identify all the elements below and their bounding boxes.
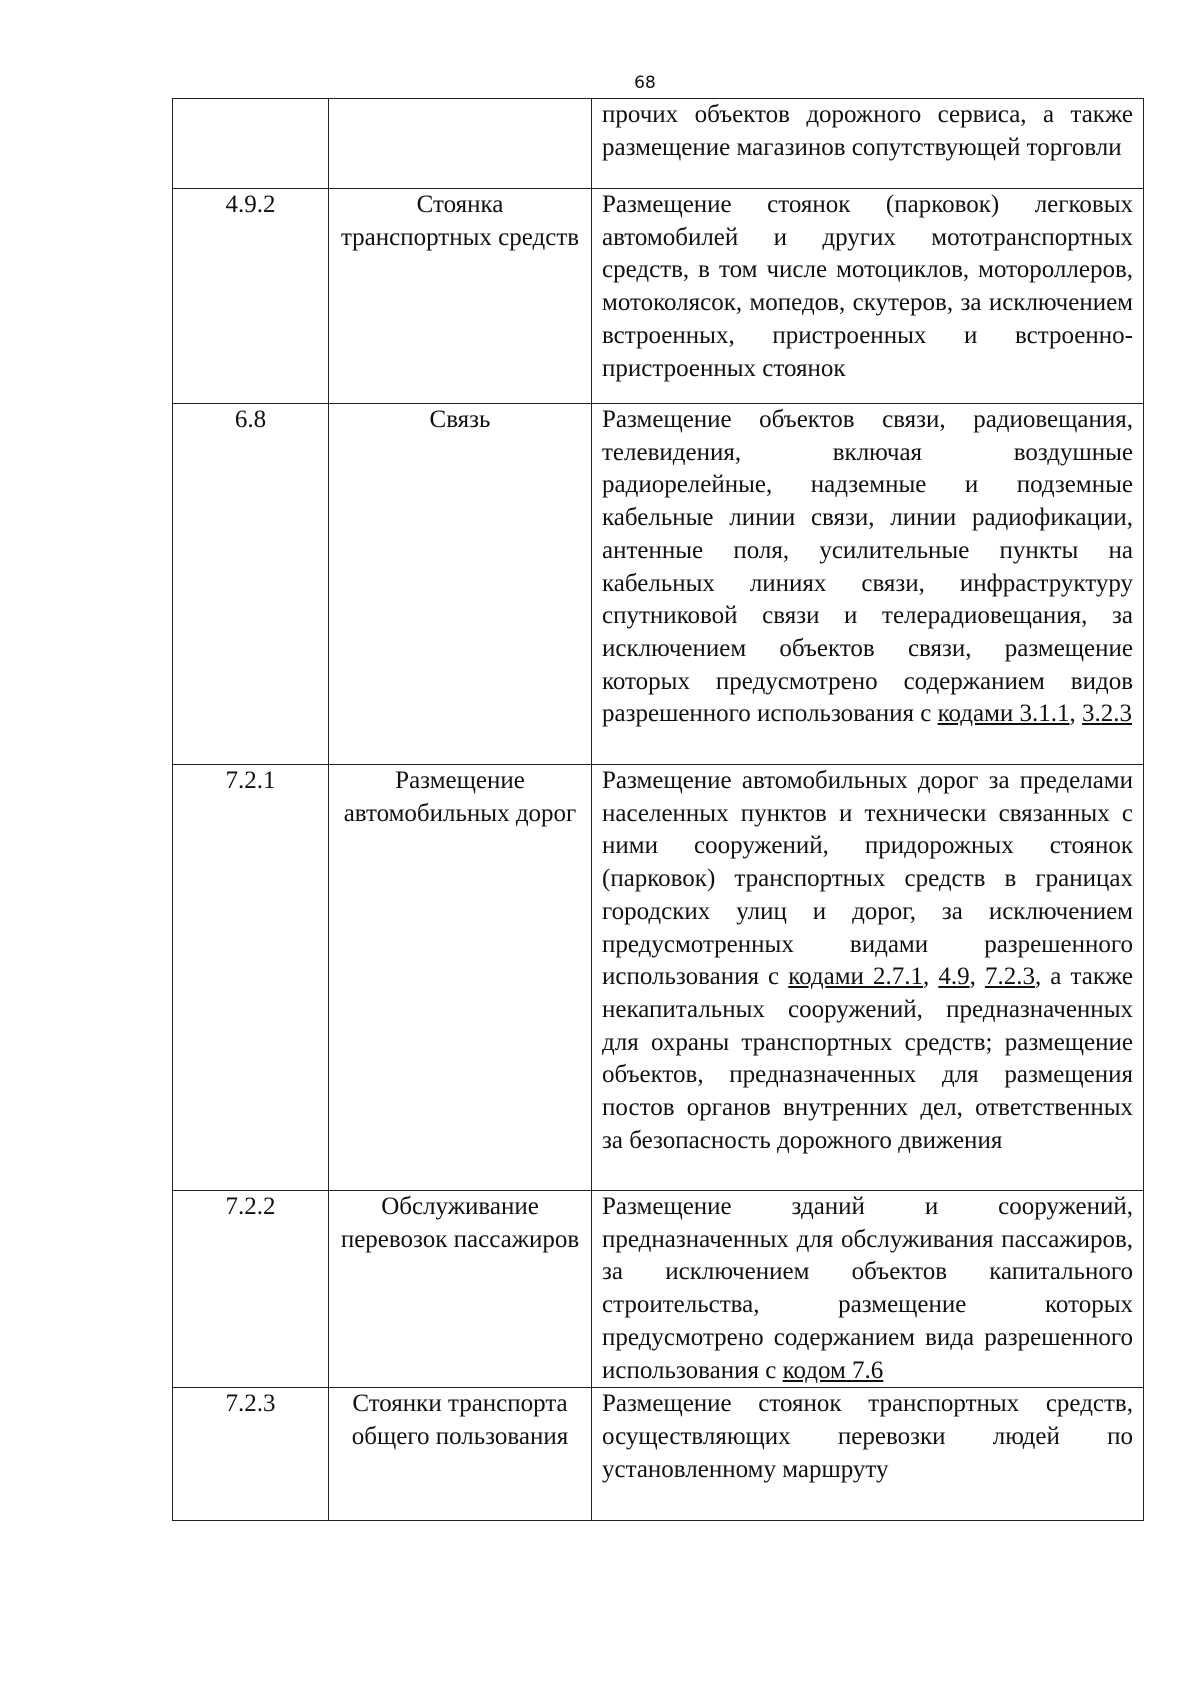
code-link[interactable]: кодом 7.6 [782,1356,884,1384]
code-link[interactable]: кодами 2.7.1 [788,963,924,991]
description-text: прочих объектов дорожного сервиса, а также размещение магазинов сопутствующей торговли [602,101,1133,161]
link-separator: , [1069,700,1083,728]
name-cell: Обслуживание перевозок пассажиров [329,1191,592,1388]
description-text: Размещение стоянок транспортных средств, осуществляющих перевозки людей по установленному маршруту [602,1390,1133,1483]
table-row [173,189,1144,404]
name-cell: Связь [329,404,592,765]
code-cell: 7.2.3 [173,1388,329,1521]
description-text: Размещение объектов связи, радиовещания, телевидения, включая воздушные радиорелейные, надземные и подземные кабельные линии связи, линии радиофикации, антенные поля, усилительные пункты на кабельных линиях связи, инфраструктуру спутниковой связи и телерадиовещания, за исключением объектов связи, размещение которых предусмотрено содержанием видов разрешенного использования с [602,406,1133,728]
code-cell: 4.9.2 [173,189,329,404]
code-cell: 6.8 [173,404,329,765]
description-text: Размещение стоянок (парковок) легковых автомобилей и других мототранспортных средств, в том числе мотоциклов, мотороллеров, мотоколясок, мопедов, скутеров, за исключением встроенных, пристроенных и встроенно-пристроенных стоянок [602,191,1133,382]
name-cell: Стоянка транспортных средств [329,189,592,404]
code-link[interactable]: 3.2.3 [1082,700,1133,728]
table-row [173,1191,1144,1388]
table-row [173,404,1144,765]
description-cell [592,99,1144,189]
code-cell: 7.2.1 [173,765,329,1191]
code-cell: 7.2.2 [173,1191,329,1388]
land-use-table [172,98,1144,1521]
description-cell [592,404,1144,765]
link-separator: , [969,963,985,991]
description-tail: , а также некапитальных сооружений, предназначенных для охраны транспортных средств; размещение объектов, предназначенных для размещения постов органов внутренних дел, ответственных за безопасность дорожного движения [602,963,1133,1154]
description-text: Размещение зданий и сооружений, предназначенных для обслуживания пассажиров, за исключением объектов капитального строительства, размещение которых предусмотрено содержанием вида разрешенного использования с [602,1193,1133,1384]
link-separator: , [923,963,939,991]
name-cell: Размещение автомобильных дорог [329,765,592,1191]
description-cell [592,1191,1144,1388]
name-cell [329,99,592,189]
code-link[interactable]: 7.2.3 [984,963,1035,991]
table-row [173,1388,1144,1521]
code-link[interactable]: 4.9 [938,963,970,991]
description-cell [592,189,1144,404]
description-cell [592,765,1144,1191]
code-link[interactable]: кодами 3.1.1 [937,700,1070,728]
table-row [173,99,1144,189]
description-cell [592,1388,1144,1521]
code-cell [173,99,329,189]
table-row [173,765,1144,1191]
page-number: 68 [634,73,656,93]
description-text: Размещение автомобильных дорог за пределами населенных пунктов и технически связанных с ними сооружений, придорожных стоянок (парковок) транспортных средств в границах городских улиц и дорог, за исключением предусмотренных видами разрешенного использования с [602,767,1133,991]
name-cell: Стоянки транспорта общего пользования [329,1388,592,1521]
